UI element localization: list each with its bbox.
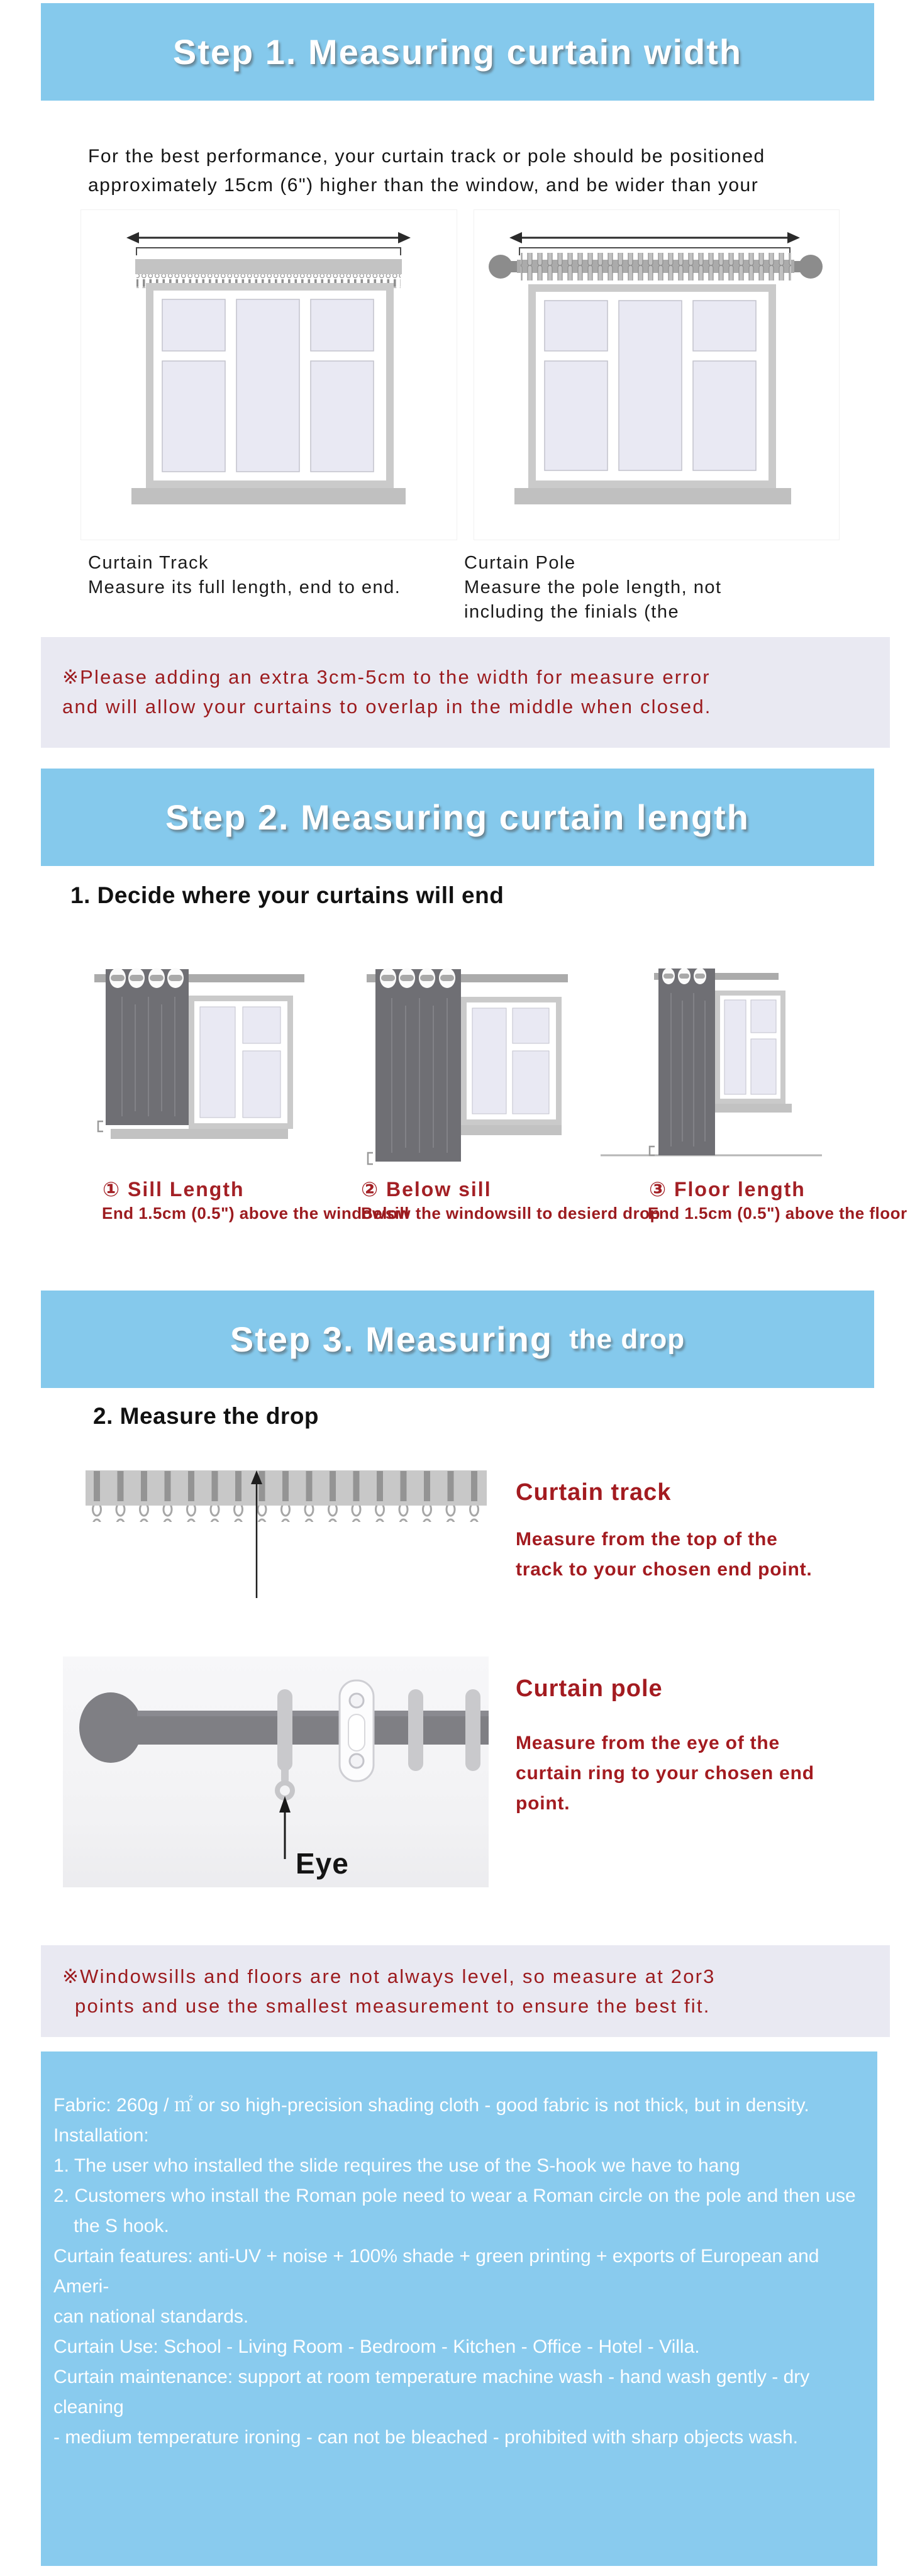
option-below-label: ② Below sill [361, 1178, 492, 1201]
measure-mark [368, 1153, 373, 1164]
eye-label: Eye [296, 1847, 349, 1880]
curtain-ring [465, 1689, 480, 1771]
measure-mark [98, 1121, 103, 1131]
step1-intro-line2: approximately 15cm (6") higher than the window, and be wider than your [88, 175, 759, 196]
window [131, 283, 406, 504]
curtain-ring [408, 1689, 423, 1771]
floor-length-illustration [601, 967, 827, 1174]
drop-track-illustration [86, 1469, 487, 1602]
curtain-pole-diagram [474, 209, 840, 540]
drop-track-title: Curtain track [516, 1479, 672, 1506]
step3-title-sub: the drop [569, 1323, 685, 1355]
level-note-line1: ※Windowsills and floors are not always level, so measure at 2or3 [62, 1965, 716, 1987]
drop-pole-svg [63, 1657, 489, 1887]
window [514, 284, 791, 504]
info-install-2: 2. Customers who install the Roman pole need to wear a Roman circle on the pole and then use [53, 2185, 856, 2206]
pole-caption-line2: including the finials (the [464, 602, 680, 622]
measure-mark [650, 1146, 655, 1155]
option-sill-label: ① Sill Length [103, 1178, 245, 1201]
track-caption [88, 551, 401, 600]
drop-pole-body [516, 1728, 814, 1819]
level-note-line2: points and use the smallest measurement to ensure the best fit. [75, 1995, 711, 2017]
step2-title: Step 2. Measuring curtain length [165, 797, 750, 837]
track-caption-body: Measure its full length, end to end. [88, 577, 401, 597]
sill-length-svg [93, 967, 307, 1174]
curtain [375, 968, 461, 1162]
drop-pole-title: Curtain pole [516, 1675, 663, 1702]
eye-arrow [279, 1796, 291, 1859]
floor-length-svg [601, 967, 827, 1174]
width-note [41, 637, 890, 748]
info-features-2: can national standards. [53, 2306, 249, 2327]
product-info-panel [41, 2051, 877, 2566]
curtain [106, 968, 189, 1125]
window [189, 996, 293, 1129]
info-fabric: Fabric: 260g / ㎡ or so high-precision shading cloth - good fabric is not thick, but in density. [53, 2095, 809, 2116]
step2-heading: 1. Decide where your curtains will end [70, 882, 504, 908]
info-install-2b: the S hook. [74, 2216, 169, 2236]
below-sill-illustration [367, 967, 574, 1174]
sill-length-illustration [93, 967, 307, 1174]
window [461, 997, 562, 1125]
track-caption-title: Curtain Track [88, 553, 209, 573]
track-rings [86, 1506, 487, 1522]
width-arrow [126, 232, 411, 243]
curtain [658, 968, 715, 1155]
drop-pole-line2: curtain ring to your chosen end [516, 1763, 814, 1784]
pole-caption [464, 551, 722, 625]
drop-pole-line3: point. [516, 1793, 570, 1814]
step1-intro-line1: For the best performance, your curtain track or pole should be positioned [88, 146, 765, 167]
width-note-line1: ※Please adding an extra 3cm-5cm to the width for measure error [62, 666, 711, 688]
track-window-illustration [81, 210, 455, 538]
step3-title-main: Step 3. Measuring [230, 1319, 553, 1359]
step1-title: Step 1. Measuring curtain width [172, 32, 743, 72]
drop-pole-illustration [63, 1657, 489, 1887]
below-sill-svg [367, 967, 574, 1174]
step3-heading: 2. Measure the drop [93, 1403, 319, 1429]
step1-banner [41, 3, 874, 101]
option-sill-desc: End 1.5cm (0.5") above the windowsill [102, 1204, 409, 1223]
window [715, 991, 785, 1104]
info-use: Curtain Use: School - Living Room - Bedroom - Kitchen - Office - Hotel - Villa. [53, 2336, 700, 2357]
info-maintenance: Curtain maintenance: support at room temperature machine wash - hand wash gently - dry cleaning [53, 2367, 810, 2418]
width-arrow [509, 232, 800, 243]
step1-intro [88, 142, 765, 200]
width-note-line2: and will allow your curtains to overlap in the middle when closed. [62, 696, 712, 718]
drop-pole-line1: Measure from the eye of the [516, 1733, 780, 1753]
step3-banner [41, 1291, 874, 1388]
info-maintenance-2: - medium temperature ironing - can not be bleached - prohibited with sharp objects wash. [53, 2427, 798, 2448]
info-features: Curtain features: anti-UV + noise + 100% shade + green printing + exports of European and Ameri- [53, 2246, 819, 2297]
windowsill [111, 1129, 288, 1139]
drop-track-line1: Measure from the top of the [516, 1529, 778, 1550]
windowsill [707, 1104, 792, 1113]
measure-bracket [136, 248, 401, 255]
wall-bracket [340, 1680, 374, 1781]
info-installation: Installation: [53, 2125, 149, 2146]
pole-caption-title: Curtain Pole [464, 553, 576, 573]
level-note [41, 1945, 890, 2037]
curtain-track-diagram [80, 209, 457, 540]
track-gliders [86, 1470, 487, 1506]
option-below-desc: Below the windowsill to desierd drop [361, 1204, 660, 1223]
curtain-ring-with-eye [277, 1689, 292, 1798]
pole-bar [489, 253, 823, 280]
drop-track-line2: track to your chosen end point. [516, 1559, 813, 1580]
option-floor-desc: End 1.5cm (0.5") above the floor [648, 1204, 907, 1223]
option-floor-label: ③ Floor length [649, 1178, 806, 1201]
step2-banner [41, 769, 874, 866]
drop-track-body [516, 1524, 813, 1585]
pole-caption-line1: Measure the pole length, not [464, 577, 722, 597]
pole-window-illustration [474, 210, 837, 538]
info-install-1: 1. The user who installed the slide requires the use of the S-hook we have to hang [53, 2155, 740, 2176]
drop-track-svg [86, 1469, 487, 1602]
